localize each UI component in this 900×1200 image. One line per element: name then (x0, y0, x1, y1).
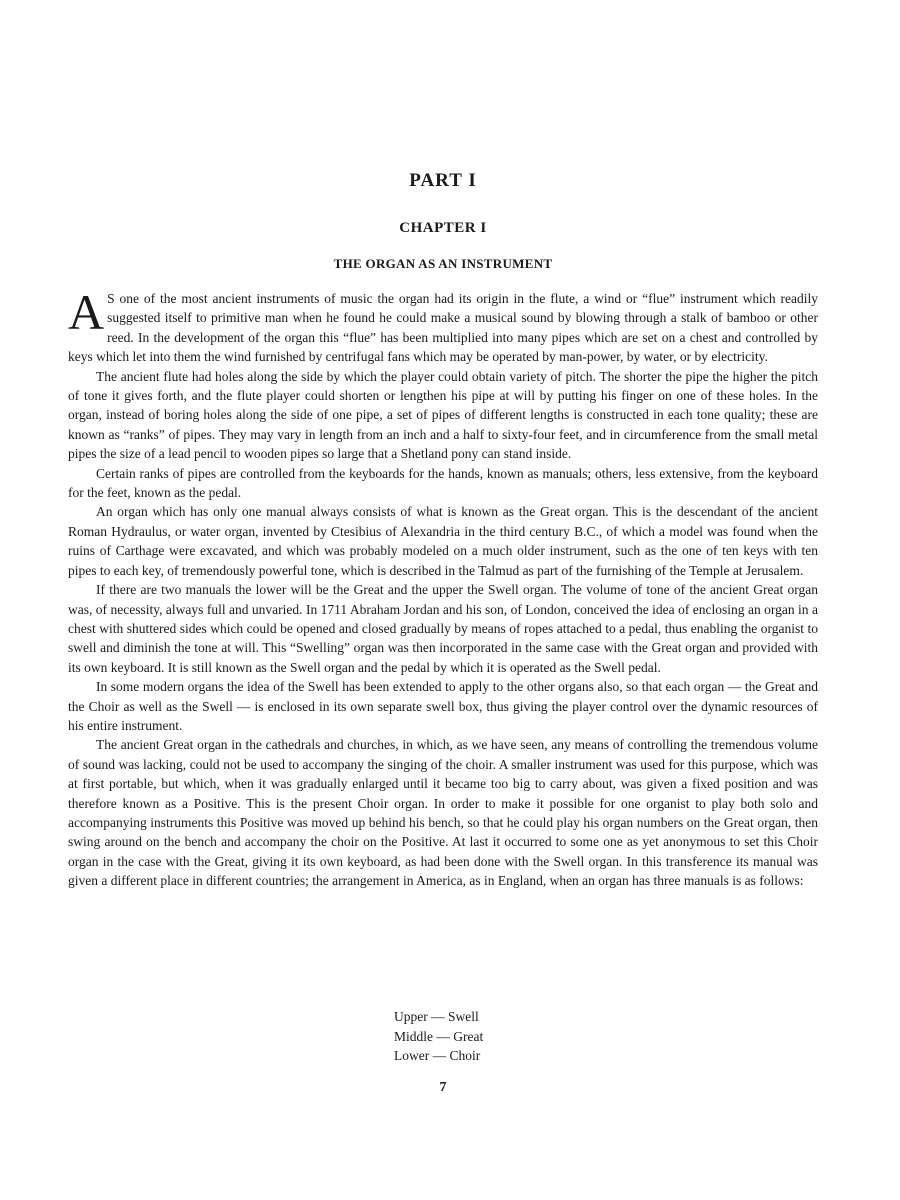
paragraph-7: The ancient Great organ in the cathedrals and churches, in which, as we have seen, any means of controlling the tremendous volume of sound was lacking, could not be used to accompany the singing of the choir. A smaller instrument was used for this purpose, which was at first portable, but which, when it was gradually enlarged until it became too big to carry about, was given a fixed position and was therefore known as a Positive. This is the present Choir organ. In order to make it possible for one organist to play both solo and accompanying instruments this Positive was moved up behind his bench, so that he could play his organ numbers on the Great organ, then swing around on the bench and accompany the choir on the Positive. At last it occurred to some one as yet anonymous to set this Choir organ in the case with the Great, giving it its own keyboard, as had been done with the Swell organ. In this transference its manual was given a different place in different countries; the arrangement in America, as in England, when an organ has three manuals is as follows: (68, 737, 818, 889)
paragraph-6: In some modern organs the idea of the Swell has been extended to apply to the other organs also, so that each organ — the Great and the Choir as well as the Swell — is enclosed in its own separate swell box, thus giving the player control over the dynamic resources of his entire instrument. (68, 679, 818, 733)
manual-upper: Upper — Swell (394, 1009, 479, 1024)
paragraph-4: An organ which has only one manual always consists of what is known as the Great organ. This is the descendant of the ancient Roman Hydraulus, or water organ, invented by Ctesibius of Alexandria in the third century B.C., of which a model was found when the ruins of Carthage were excavated, and which was probably modeled on a much older instrument, such as the one of ten keys with ten pipes to each key, of tremendously powerful tone, which is described in the Talmud as part of the furnishing of the Temple at Jerusalem. (68, 504, 818, 578)
paragraph-1-text: S one of the most ancient instruments of music the organ had its origin in the flute, a wind or “flue” instrument which readily suggested itself to primitive man when he found he could make a musical sound by blowing through a stalk of bamboo or other reed. In the development of the organ this “flue” has been multiplied into many pipes which are set on a chest and controlled by keys which let into them the wind furnished by centrifugal fans which may be operated by man-power, by water, or by electricity. (68, 291, 818, 365)
paragraph-1 (68, 284, 818, 367)
section-title: THE ORGAN AS AN INSTRUMENT (333, 256, 553, 271)
manuals-list (394, 1007, 483, 1066)
manual-lower: Lower — Choir (394, 1048, 481, 1064)
paragraph-3: Certain ranks of pipes are controlled from the keyboards for the hands, known as manuals; others, less extensive, from the keyboard for the feet, known as the pedal. (68, 465, 818, 501)
paragraph-2: The ancient flute had holes along the side by which the player could obtain variety of pitch. The shorter the pipe the higher the pitch of tone it gives forth, and the flute player could shorten or lengthen his pipe at will by putting his finger on one of these holes. In the organ, instead of boring holes along the side of one pipe, a set of pipes of different lengths is constructed in each tone quality; these are known as “ranks” of pipes. They may vary in length from an inch and a half to sixty-four feet, and in circumference from the small metal pipes the size of a lead pencil to wooden pipes so large that a Shetland pony can stand inside. (68, 368, 818, 462)
manual-middle: Middle — Great (394, 1028, 484, 1044)
book-page (68, 0, 818, 1200)
part-title: PART I (409, 170, 477, 191)
page-number: 7 (439, 1080, 447, 1095)
chapter-title: CHAPTER I (399, 220, 487, 236)
paragraph-5: If there are two manuals the lower will be the Great and the upper the Swell organ. The volume of tone of the ancient Great organ was, of necessity, always full and unvaried. In 1711 Abraham Jordan and his son, of London, conceived the idea of enclosing an organ in a chest with shuttered sides which could be opened and closed gradually by means of ropes attached to a pedal, thus enabling the organist to swell and diminish the tone at will. This “Swelling” organ was then incorporated in the same case with the Great organ and provided with its own keyboard. It is still known as the Swell organ and the pedal by which it is operated as the Swell pedal. (68, 582, 818, 675)
body-text (68, 284, 818, 891)
drop-cap: A (68, 284, 105, 340)
